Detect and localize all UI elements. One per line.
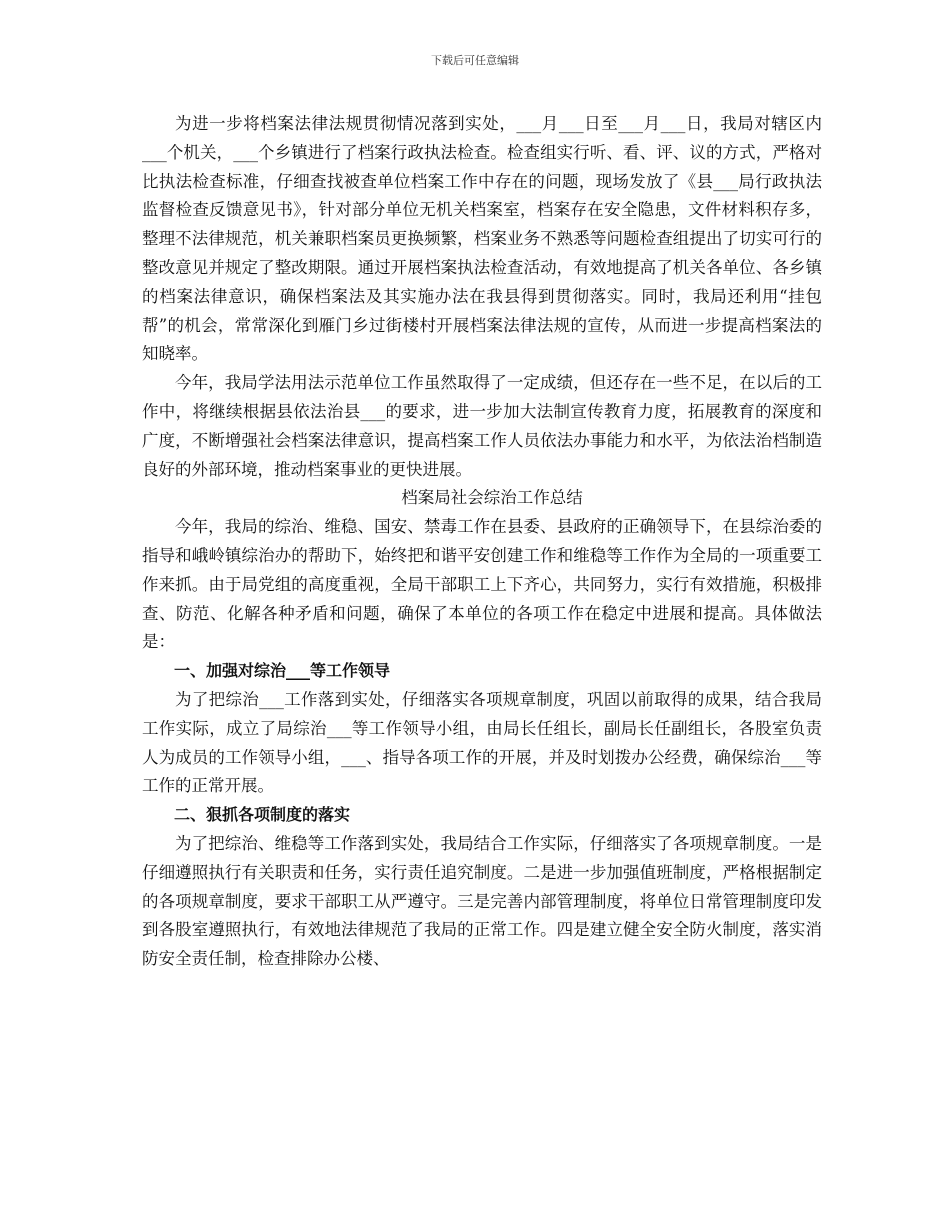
- paragraph-intro: 今年，我局的综治、维稳、国安、禁毒工作在县委、县政府的正确领导下，在县综治委的指导和峨岭镇综治办的帮助下，始终把和谐平安创建工作和维稳等工作作为全局的一项重要工作来抓。由于局党组的高度重视，全局干部职工上下齐心，共同努力，实行有效措施，积极排查、防范、化解各种矛盾和问题，确保了本单位的各项工作在稳定中进展和提高。具体做法是：: [142, 517, 822, 652]
- heading-leadership: 一、加强对综治___等工作领导: [174, 661, 391, 681]
- page-header: 下载后可任意编辑: [431, 54, 519, 67]
- section-title: 档案局社会综治工作总结: [401, 488, 583, 508]
- paragraph-systems: 为了把综治、维稳等工作落到实处，我局结合工作实际，仔细落实了各项规章制度。一是仔细遵照执行有关职责和任务，实行责任追究制度。二是进一步加强值班制度，严格根据制定的各项规章制度，要求干部职工从严遵守。三是完善内部管理制度，将单位日常管理制度印发到各股室遵照执行，有效地法律规范了我局的正常工作。四是建立健全安全防火制度，落实消防安全责任制，检查排除办公楼、: [142, 833, 822, 969]
- paragraph-leadership: 为了把综治___工作落到实处，仔细落实各项规章制度，巩固以前取得的成果，结合我局工作实际，成立了局综治___等工作领导小组，由局长任组长，副局长任副组长，各股室负责人为成员的工作领导小组，___、指导各项工作的开展，并及时划拨办公经费，确保综治___等工作的正常开展。: [142, 689, 822, 796]
- paragraph-summary: 今年，我局学法用法示范单位工作虽然取得了一定成绩，但还存在一些不足，在以后的工作中，将继续根据县依法治县___的要求，进一步加大法制宣传教育力度，拓展教育的深度和广度，不断增强社会档案法律意识，提高档案工作人员依法办事能力和水平，为依法治档制造良好的外部环境，推动档案事业的更快进展。: [142, 373, 822, 479]
- heading-systems: 二、狠抓各项制度的落实: [174, 805, 351, 825]
- document-body: [142, 110, 822, 974]
- paragraph-inspection: 为进一步将档案法律法规贯彻情况落到实处，___月___日至___月___日，我局对辖区内___个机关，___个乡镇进行了档案行政执法检查。检查组实行听、看、评、议的方式，严格对比执法检查标准，仔细查找被查单位档案工作中存在的问题，现场发放了《县___局行政执法监督检查反馈意见书》，针对部分单位无机关档案室，档案存在安全隐患，文件材料积存多，整理不法律规范，机关兼职档案员更换频繁，档案业务不熟悉等问题检查组提出了切实可行的整改意见并规定了整改期限。通过开展档案执法检查活动，有效地提高了机关各单位、各乡镇的档案法律意识，确保档案法及其实施办法在我县得到贯彻落实。同时，我局还利用“挂包帮”的机会，常常深化到雁门乡过街楼村开展档案法律法规的宣传，从而进一步提高档案法的知晓率。: [142, 114, 822, 364]
